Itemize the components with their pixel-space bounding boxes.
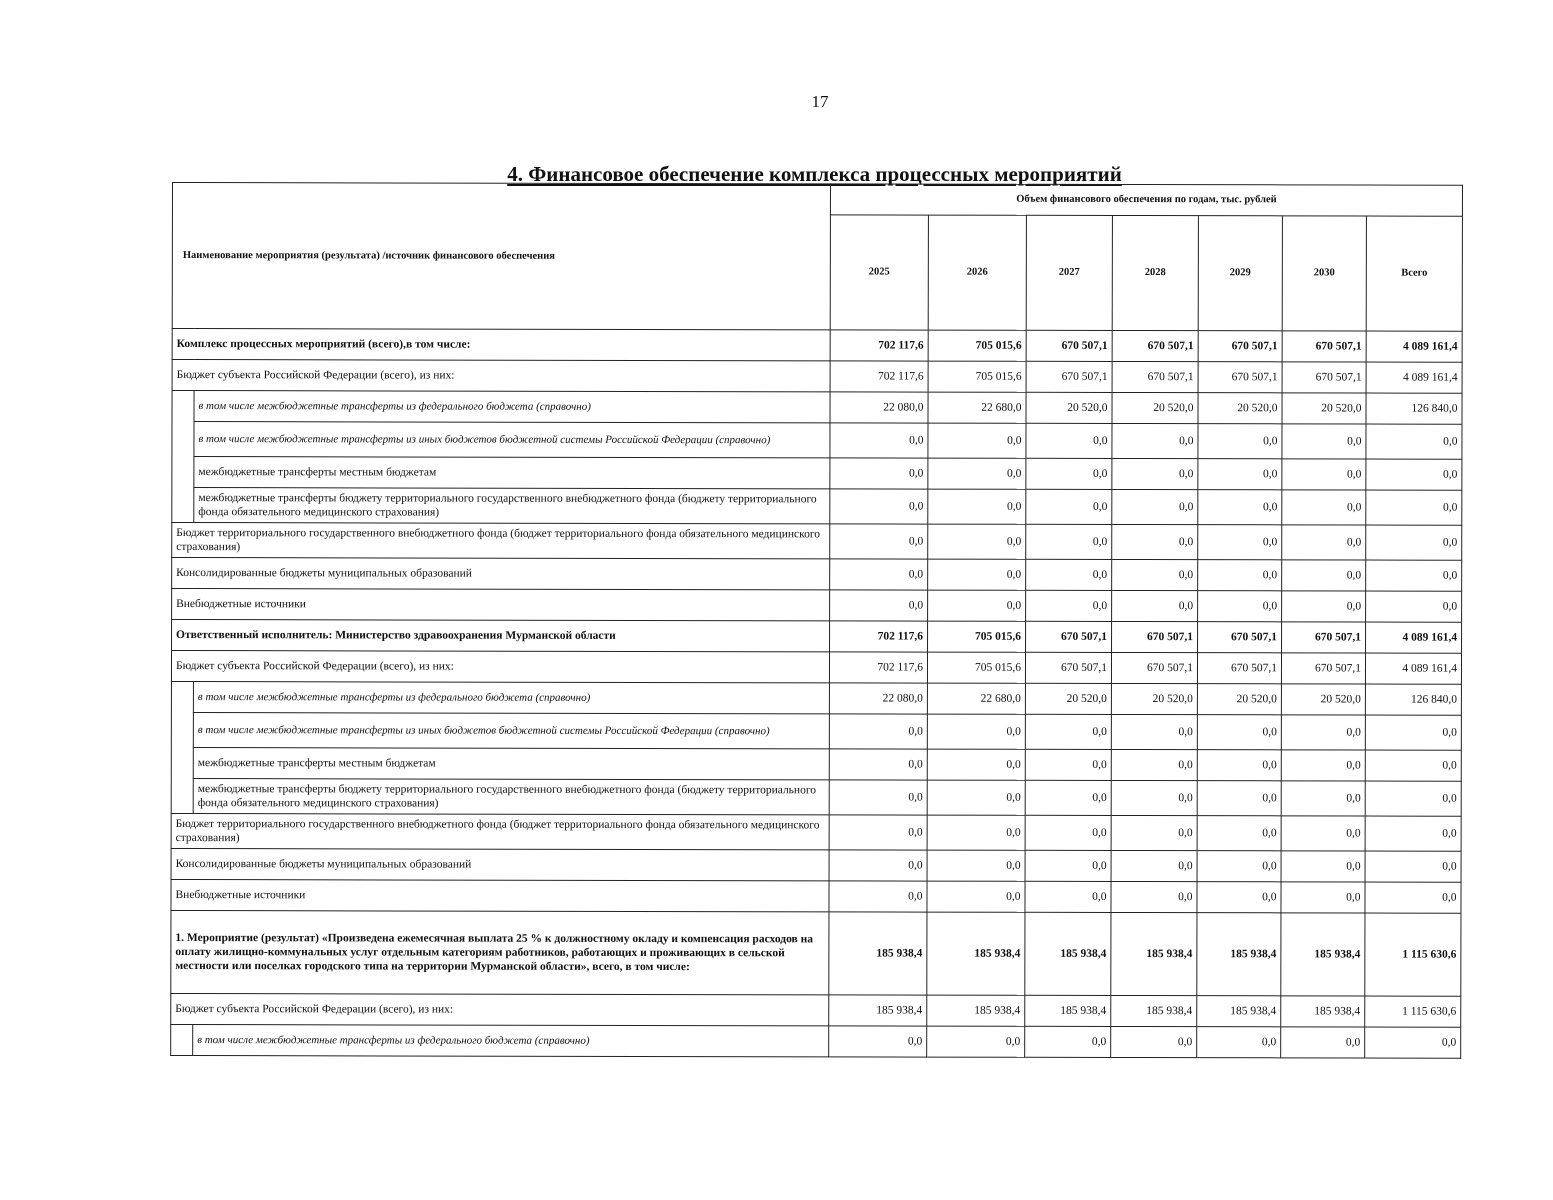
cell-2026: 0,0 — [928, 559, 1026, 590]
row-label: межбюджетные трансферты бюджету территориального государственного внебюджетного фонда (бюджету территориального фонда обязательного медицинского страхования) — [194, 488, 830, 524]
column-header-2030: 2030 — [1282, 216, 1366, 331]
cell-2027: 20 520,0 — [1026, 392, 1112, 423]
page-number: 17 — [811, 92, 829, 111]
cell-2025: 0,0 — [829, 749, 927, 780]
cell-2027: 0,0 — [1026, 458, 1112, 489]
cell-2030: 185 938,4 — [1281, 913, 1365, 996]
cell-2026: 0,0 — [927, 850, 1025, 881]
cell-2027: 0,0 — [1025, 749, 1111, 780]
row-label: в том числе межбюджетные трансферты из федерального бюджета (справочно) — [193, 1025, 829, 1057]
table-row — [172, 523, 1462, 561]
cell-2025: 0,0 — [830, 423, 928, 458]
cell-2029: 0,0 — [1197, 1027, 1281, 1058]
cell-total: 126 840,0 — [1365, 684, 1461, 715]
cell-2029: 0,0 — [1197, 715, 1281, 750]
row-label: межбюджетные трансферты бюджету территориального государственного внебюджетного фонда (бюджету территориального фонда обязательного медицинского страхования) — [193, 779, 829, 815]
cell-2029: 0,0 — [1198, 525, 1282, 560]
cell-2026: 0,0 — [927, 714, 1025, 749]
cell-2029: 20 520,0 — [1197, 684, 1281, 715]
cell-2029: 0,0 — [1198, 490, 1282, 525]
cell-2030: 670 507,1 — [1282, 331, 1366, 362]
cell-total: 0,0 — [1366, 490, 1462, 525]
cell-2025: 702 117,6 — [830, 330, 928, 361]
table-row — [171, 681, 1461, 715]
cell-2025: 0,0 — [830, 524, 928, 559]
cell-2028: 670 507,1 — [1112, 330, 1198, 361]
cell-2025: 0,0 — [829, 881, 927, 912]
cell-2028: 0,0 — [1111, 881, 1197, 912]
cell-2026: 705 015,6 — [928, 621, 1026, 652]
table-row — [171, 651, 1461, 685]
cell-2030: 0,0 — [1281, 851, 1365, 882]
cell-2028: 0,0 — [1112, 423, 1198, 458]
cell-2027: 185 938,4 — [1025, 995, 1111, 1026]
cell-total: 0,0 — [1365, 851, 1461, 882]
cell-2026: 0,0 — [928, 423, 1026, 458]
table-row — [172, 422, 1462, 460]
indent-spacer — [172, 391, 194, 523]
table-row — [172, 329, 1462, 363]
row-label: 1. Мероприятие (результат) «Произведена ежемесячная выплата 25 % к должностному окладу и компенсация расходов на оплату жилищно-коммунальных услуг отдельным категориям работников, работающих и проживающих в сельской местности или поселках городского типа на территории Мурманской области», всего, в том числе: — [171, 910, 829, 994]
cell-2026: 0,0 — [928, 590, 1026, 621]
cell-total: 0,0 — [1366, 424, 1462, 459]
cell-2026: 0,0 — [927, 881, 1025, 912]
table-row — [172, 360, 1462, 394]
column-header-2025: 2025 — [830, 215, 928, 330]
cell-2030: 0,0 — [1282, 459, 1366, 490]
cell-2028: 670 507,1 — [1112, 621, 1198, 652]
cell-2029: 0,0 — [1198, 591, 1282, 622]
column-header-2026: 2026 — [928, 215, 1026, 330]
row-label: Консолидированные бюджеты муниципальных образований — [172, 558, 830, 590]
cell-2027: 0,0 — [1026, 524, 1112, 559]
cell-2028: 0,0 — [1112, 524, 1198, 559]
cell-2027: 670 507,1 — [1026, 330, 1112, 361]
row-label: в том числе межбюджетные трансферты из федерального бюджета (справочно) — [194, 391, 830, 423]
cell-2027: 0,0 — [1025, 850, 1111, 881]
cell-total: 0,0 — [1365, 715, 1461, 750]
column-header-2027: 2027 — [1026, 215, 1112, 330]
cell-2027: 185 938,4 — [1025, 912, 1111, 995]
cell-total: 0,0 — [1366, 560, 1462, 591]
cell-2025: 0,0 — [829, 815, 927, 850]
cell-2029: 185 938,4 — [1197, 996, 1281, 1027]
cell-2029: 0,0 — [1197, 781, 1281, 816]
cell-2025: 0,0 — [830, 458, 928, 489]
row-label: Комплекс процессных мероприятий (всего),в том числе: — [172, 329, 830, 361]
cell-total: 0,0 — [1365, 781, 1461, 816]
cell-2030: 0,0 — [1282, 591, 1366, 622]
cell-total: 1 115 630,6 — [1365, 913, 1461, 996]
cell-2027: 0,0 — [1025, 1026, 1111, 1057]
cell-total: 126 840,0 — [1366, 393, 1462, 424]
cell-2025: 0,0 — [829, 850, 927, 881]
cell-2025: 22 080,0 — [830, 392, 928, 423]
cell-2026: 185 938,4 — [927, 995, 1025, 1026]
cell-2025: 22 080,0 — [829, 683, 927, 714]
cell-2026: 0,0 — [928, 458, 1026, 489]
cell-total: 0,0 — [1365, 1027, 1461, 1058]
row-label: Консолидированные бюджеты муниципальных образований — [171, 848, 829, 880]
cell-2030: 0,0 — [1282, 424, 1366, 459]
cell-2028: 20 520,0 — [1112, 392, 1198, 423]
cell-2026: 0,0 — [928, 489, 1026, 524]
cell-2027: 0,0 — [1025, 815, 1111, 850]
column-header-2029: 2029 — [1198, 216, 1282, 331]
table-row — [171, 879, 1461, 913]
column-header-total: Всего — [1366, 216, 1462, 331]
cell-2025: 702 117,6 — [829, 652, 927, 683]
cell-2027: 0,0 — [1026, 590, 1112, 621]
cell-2025: 702 117,6 — [830, 621, 928, 652]
table-row — [171, 712, 1461, 750]
cell-total: 0,0 — [1365, 816, 1461, 851]
cell-2028: 0,0 — [1111, 850, 1197, 881]
table-row — [171, 910, 1461, 996]
row-label: Бюджет субъекта Российской Федерации (всего), из них: — [171, 993, 829, 1025]
cell-2027: 0,0 — [1025, 714, 1111, 749]
cell-2025: 185 938,4 — [829, 995, 927, 1026]
cell-2027: 670 507,1 — [1026, 621, 1112, 652]
cell-total: 0,0 — [1366, 459, 1462, 490]
cell-2028: 0,0 — [1111, 780, 1197, 815]
cell-2025: 0,0 — [829, 714, 927, 749]
table-row — [171, 813, 1461, 851]
cell-2028: 185 938,4 — [1111, 912, 1197, 995]
cell-2027: 670 507,1 — [1026, 361, 1112, 392]
cell-2028: 0,0 — [1112, 458, 1198, 489]
cell-2029: 0,0 — [1197, 851, 1281, 882]
cell-2028: 0,0 — [1112, 489, 1198, 524]
cell-2025: 0,0 — [830, 489, 928, 524]
table-row — [172, 589, 1462, 623]
table-row — [172, 457, 1462, 491]
row-label: Ответственный исполнитель: Министерство здравоохранения Мурманской области — [172, 620, 830, 652]
cell-2028: 0,0 — [1112, 559, 1198, 590]
cell-2027: 0,0 — [1026, 423, 1112, 458]
cell-2029: 20 520,0 — [1198, 393, 1282, 424]
cell-total: 4 089 161,4 — [1366, 622, 1462, 653]
cell-2030: 185 938,4 — [1281, 996, 1365, 1027]
cell-2029: 670 507,1 — [1197, 653, 1281, 684]
cell-2030: 670 507,1 — [1282, 622, 1366, 653]
cell-2026: 185 938,4 — [927, 912, 1025, 995]
column-header-name: Наименование мероприятия (результата) /источник финансового обеспечения — [172, 183, 830, 330]
cell-2027: 0,0 — [1025, 780, 1111, 815]
cell-2027: 0,0 — [1025, 881, 1111, 912]
cell-2030: 0,0 — [1282, 560, 1366, 591]
cell-2027: 0,0 — [1026, 489, 1112, 524]
cell-2026: 705 015,6 — [928, 330, 1026, 361]
cell-2030: 20 520,0 — [1281, 684, 1365, 715]
cell-total: 0,0 — [1365, 750, 1461, 781]
cell-2029: 185 938,4 — [1197, 913, 1281, 996]
cell-2030: 20 520,0 — [1282, 393, 1366, 424]
row-label: Бюджет территориального государственного внебюджетного фонда (бюджет территориального фонда обязательного медицинского страхования) — [171, 813, 829, 849]
cell-total: 4 089 161,4 — [1365, 653, 1461, 684]
cell-2029: 670 507,1 — [1198, 622, 1282, 653]
row-label: в том числе межбюджетные трансферты из федерального бюджета (справочно) — [193, 682, 829, 714]
cell-2027: 0,0 — [1026, 559, 1112, 590]
cell-2029: 0,0 — [1197, 750, 1281, 781]
cell-2025: 0,0 — [829, 1026, 927, 1057]
indent-spacer — [171, 681, 193, 813]
cell-2030: 0,0 — [1281, 1027, 1365, 1058]
row-label: в том числе межбюджетные трансферты из иных бюджетов бюджетной системы Российской Федерации (справочно) — [194, 422, 830, 458]
financing-table — [170, 182, 1463, 1059]
cell-2030: 0,0 — [1281, 781, 1365, 816]
cell-2028: 670 507,1 — [1112, 361, 1198, 392]
table-row — [172, 558, 1462, 592]
cell-2029: 670 507,1 — [1198, 362, 1282, 393]
row-label: Бюджет территориального государственного внебюджетного фонда (бюджет территориального фонда обязательного медицинского страхования) — [172, 523, 830, 559]
table-row — [172, 391, 1462, 425]
cell-2029: 0,0 — [1198, 424, 1282, 459]
cell-2025: 0,0 — [830, 590, 928, 621]
cell-2026: 705 015,6 — [928, 361, 1026, 392]
cell-2030: 0,0 — [1282, 490, 1366, 525]
cell-2030: 0,0 — [1281, 816, 1365, 851]
cell-2026: 0,0 — [927, 780, 1025, 815]
document-title: 4. Финансовое обеспечение комплекса процессных мероприятий — [507, 162, 1122, 186]
row-label: межбюджетные трансферты местным бюджетам — [193, 748, 829, 780]
cell-2026: 0,0 — [927, 749, 1025, 780]
indent-spacer — [171, 1024, 193, 1055]
cell-total: 4 089 161,4 — [1366, 362, 1462, 393]
cell-2027: 20 520,0 — [1025, 683, 1111, 714]
cell-2029: 0,0 — [1198, 560, 1282, 591]
cell-2028: 0,0 — [1111, 815, 1197, 850]
cell-2030: 0,0 — [1281, 750, 1365, 781]
cell-2030: 0,0 — [1281, 882, 1365, 913]
row-label: Бюджет субъекта Российской Федерации (всего), из них: — [171, 651, 829, 683]
cell-2029: 0,0 — [1197, 882, 1281, 913]
table-row — [171, 993, 1461, 1027]
cell-2028: 0,0 — [1112, 590, 1198, 621]
cell-2026: 0,0 — [928, 524, 1026, 559]
table-row — [171, 778, 1461, 816]
cell-2028: 20 520,0 — [1111, 683, 1197, 714]
cell-2028: 185 938,4 — [1111, 995, 1197, 1026]
cell-2028: 670 507,1 — [1111, 652, 1197, 683]
cell-total: 0,0 — [1366, 525, 1462, 560]
cell-2025: 185 938,4 — [829, 912, 927, 995]
cell-2026: 22 680,0 — [927, 683, 1025, 714]
cell-2029: 0,0 — [1198, 459, 1282, 490]
cell-2030: 0,0 — [1281, 715, 1365, 750]
header-row-group — [172, 183, 1462, 217]
cell-2030: 0,0 — [1282, 525, 1366, 560]
table-row — [172, 620, 1462, 654]
cell-2029: 0,0 — [1197, 816, 1281, 851]
row-label: межбюджетные трансферты местным бюджетам — [194, 457, 830, 489]
cell-2028: 0,0 — [1111, 749, 1197, 780]
cell-2028: 0,0 — [1111, 1026, 1197, 1057]
cell-2027: 670 507,1 — [1025, 652, 1111, 683]
cell-total: 4 089 161,4 — [1366, 331, 1462, 362]
column-header-group: Объем финансового обеспечения по годам, тыс. рублей — [830, 184, 1462, 216]
row-label: Бюджет субъекта Российской Федерации (всего), из них: — [172, 360, 830, 392]
cell-total: 1 115 630,6 — [1365, 996, 1461, 1027]
cell-2028: 0,0 — [1111, 714, 1197, 749]
cell-2025: 0,0 — [829, 780, 927, 815]
row-label: Внебюджетные источники — [172, 589, 830, 621]
cell-total: 0,0 — [1366, 591, 1462, 622]
cell-2025: 702 117,6 — [830, 361, 928, 392]
row-label: в том числе межбюджетные трансферты из иных бюджетов бюджетной системы Российской Федерации (справочно) — [193, 713, 829, 749]
table-row — [171, 1024, 1461, 1058]
table-row — [171, 747, 1461, 781]
cell-2026: 0,0 — [927, 815, 1025, 850]
column-header-2028: 2028 — [1112, 215, 1198, 330]
cell-2030: 670 507,1 — [1282, 362, 1366, 393]
cell-2026: 0,0 — [927, 1026, 1025, 1057]
table-row — [171, 848, 1461, 882]
cell-2025: 0,0 — [830, 559, 928, 590]
cell-2030: 670 507,1 — [1281, 653, 1365, 684]
cell-total: 0,0 — [1365, 882, 1461, 913]
cell-2026: 22 680,0 — [928, 392, 1026, 423]
row-label: Внебюджетные источники — [171, 879, 829, 911]
cell-2026: 705 015,6 — [927, 652, 1025, 683]
table-row — [172, 488, 1462, 526]
cell-2029: 670 507,1 — [1198, 331, 1282, 362]
